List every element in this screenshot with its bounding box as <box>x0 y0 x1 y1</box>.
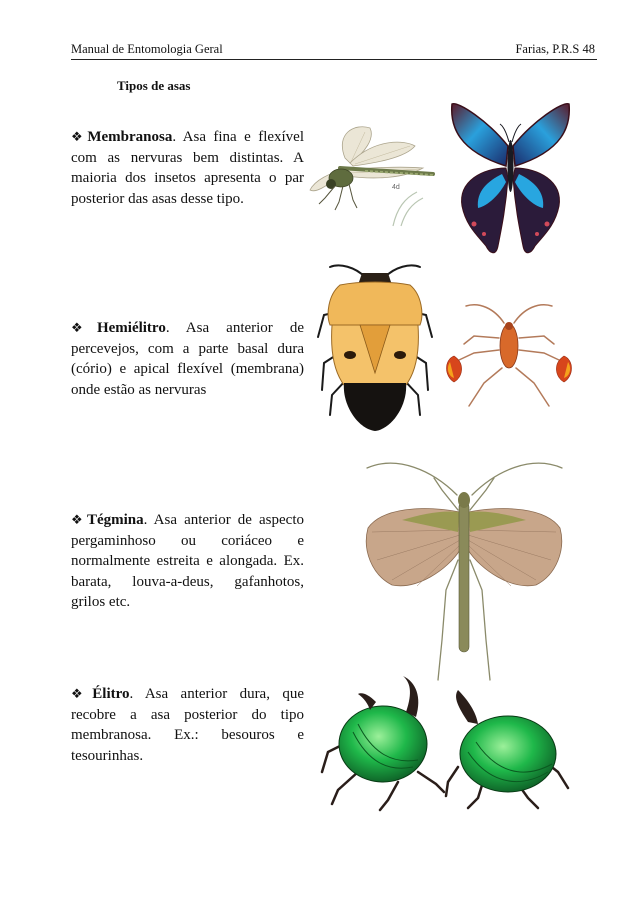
term: Tégmina <box>86 512 144 528</box>
wing-type-hemielitro <box>71 318 304 400</box>
description: . Asa anterior de percevejos, com a parte basal dura (cório) e apical flexível (membrana) onde estão as nervuras <box>71 320 304 398</box>
section-title: Tipos de asas <box>117 78 191 93</box>
term: Élitro <box>92 686 130 702</box>
term: Membranosa <box>87 129 173 145</box>
diamond-bullet-icon: ❖ <box>71 320 96 335</box>
wing-type-tegmina <box>71 510 304 613</box>
wing-type-elitro <box>71 684 304 766</box>
red-bug-image <box>444 298 574 416</box>
grasshopper-image <box>362 450 567 685</box>
page-header <box>71 41 597 60</box>
wing-type-membranosa <box>71 127 304 209</box>
butterfly-image <box>448 96 573 261</box>
description: . Asa anterior de aspecto pergaminhoso ou coriáceo e normalmente estreita e alongada. Ex. barata, louva-a-deus, gafanhotos, grilos etc. <box>71 512 304 610</box>
figure-tag: 4d <box>392 184 400 191</box>
stink-bug-image <box>310 255 440 435</box>
diamond-bullet-icon: ❖ <box>71 686 92 701</box>
dragonfly-image <box>305 118 445 228</box>
book-title: Manual de Entomologia Geral <box>71 42 223 56</box>
diamond-bullet-icon: ❖ <box>71 129 87 144</box>
description: . Asa anterior dura, que recobre a asa posterior do tipo membranosa. Ex.: besouros e tesourinhas. <box>71 686 305 764</box>
author-page-number: Farias, P.R.S 48 <box>515 42 595 56</box>
description: . Asa fina e flexível com as nervuras bem distintas. A maioria dos insetos apresenta o par posterior das asas desse tipo. <box>71 129 305 207</box>
diamond-bullet-icon: ❖ <box>71 512 86 527</box>
scarab-beetles-image <box>318 672 570 812</box>
term: Hemiélitro <box>96 320 166 336</box>
